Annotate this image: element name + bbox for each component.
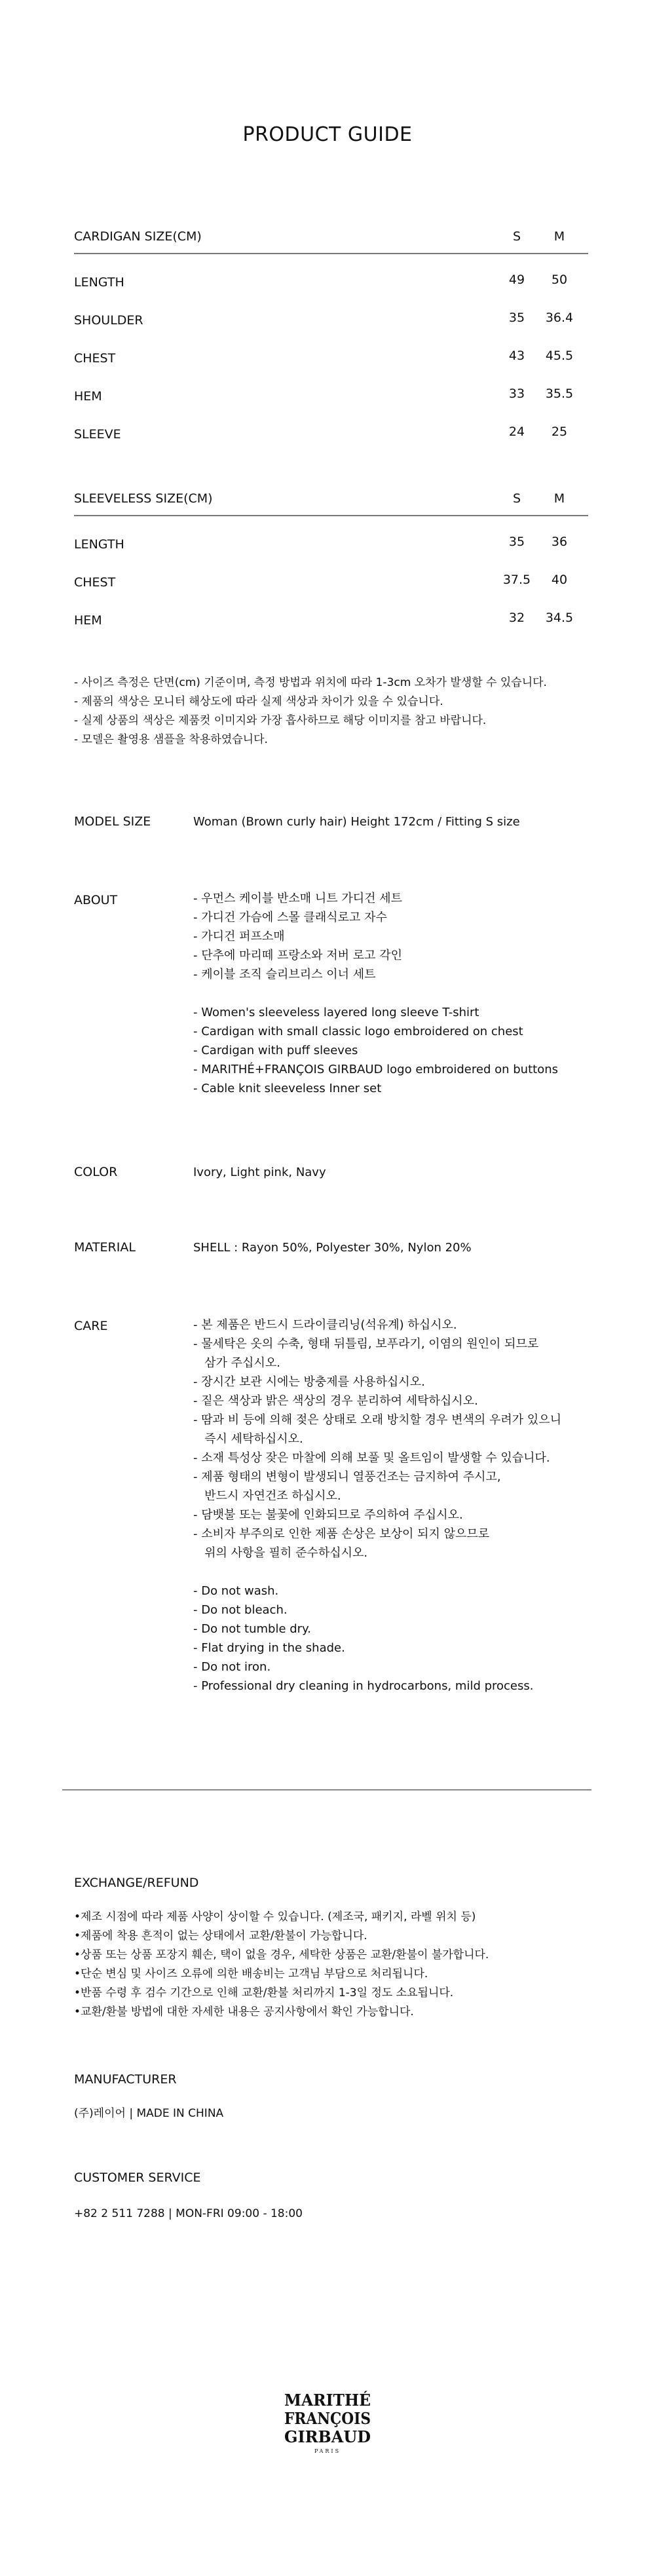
exchange-line: •단순 변심 및 사이즈 오류에 의한 배송비는 고객님 부담으로 처리됩니다. [74,1967,428,1980]
note-line: - 사이즈 측정은 단면(cm) 기준이며, 측정 방법과 위치에 따라 1-3cm 오차가 발생할 수 있습니다. [74,676,547,689]
about-value [193,889,612,1098]
exchange-refund-title: EXCHANGE/REFUND [74,1876,199,1890]
exchange-line: •제품에 착용 흔적이 없는 상태에서 교환/환불이 가능합니다. [74,1929,367,1942]
model-size-text: Woman (Brown curly hair) Height 172cm / Fitting S size [193,815,520,829]
row-label: SHOULDER [74,313,143,328]
sleeveless-size-table [74,486,588,630]
table-row [74,516,588,554]
table-row [74,368,588,406]
about-line: - Cardigan with small classic logo embroidered on chest [193,1025,523,1038]
care-line: - 담뱃불 또는 불꽃에 인화되므로 주의하여 주십시오. [193,1508,463,1522]
care-line: - 장시간 보관 시에는 방충제를 사용하십시오. [193,1375,425,1389]
table-row [74,592,588,630]
table-row [74,292,588,330]
care-label: CARE [74,1319,108,1333]
care-value [193,1316,612,1695]
care-line: - 물세탁은 옷의 수축, 형태 뒤틀림, 보푸라기, 이염의 원인이 되므로 [193,1337,539,1351]
care-line: - Do not bleach. [193,1603,288,1617]
size-s-value: 33 [508,387,525,401]
about-line: - 우먼스 케이블 반소매 니트 가디건 세트 [193,892,403,905]
care-line: - Do not iron. [193,1660,271,1674]
about-line: - 단추에 마리떼 프랑소와 저버 로고 각인 [193,949,403,962]
care-line: - 본 제품은 반드시 드라이클리닝(석유계) 하십시오. [193,1318,457,1332]
care-line: 반드시 자연건조 하십시오. [193,1489,341,1503]
size-m-value: 36.4 [545,311,574,325]
care-line: - 땀과 비 등에 의해 젖은 상태로 오래 방치할 경우 변색의 우려가 있으니 [193,1413,562,1427]
table-row [74,254,588,292]
column-m-header: M [553,491,565,506]
size-s-value: 37.5 [502,573,531,587]
size-m-value: 45.5 [545,349,574,363]
size-m-value: 36 [551,535,568,549]
note-line: - 모델은 촬영용 샘플을 착용하였습니다. [74,733,268,746]
size-notes [74,673,624,749]
customer-service-title: CUSTOMER SERVICE [74,2170,201,2185]
cardigan-size-table [74,224,588,444]
table-title: CARDIGAN SIZE(CM) [74,229,202,244]
material-value [193,1238,612,1257]
size-m-value: 35.5 [545,387,574,401]
size-m-value: 40 [551,573,568,587]
customer-service-text [74,2205,624,2224]
care-line: - 짙은 색상과 밝은 색상의 경우 분리하여 세탁하십시오. [193,1394,478,1408]
table-header [74,486,588,516]
care-line: - 소비자 부주의로 인한 제품 손상은 보상이 되지 않으므로 [193,1527,490,1541]
column-m-header: M [553,229,565,244]
exchange-line: •상품 또는 상품 포장지 훼손, 택이 없을 경우, 세탁한 상품은 교환/환불이 불가합니다. [74,1948,489,1961]
table-title: SLEEVELESS SIZE(CM) [74,491,213,506]
about-line: - 가디건 가슴에 스몰 클래식로고 자수 [193,911,387,924]
care-line: - Do not wash. [193,1584,279,1598]
about-label: ABOUT [74,893,118,907]
row-label: CHEST [74,575,116,590]
about-line: - Women's sleeveless layered long sleeve T-shirt [193,1006,479,1019]
logo-line-1: MARITHÉ [284,2391,371,2410]
logo-subtext: PARIS [314,2448,341,2454]
color-value [193,1163,612,1182]
care-line: - 소재 특성상 잦은 마찰에 의해 보풀 및 올트임이 발생할 수 있습니다. [193,1451,550,1465]
note-line: - 실제 상품의 색상은 제품컷 이미지와 가장 흡사하므로 해당 이미지를 참고 바랍니다. [74,714,487,727]
column-s-header: S [512,491,521,506]
care-line: 위의 사항을 필히 준수하십시오. [193,1546,368,1560]
material-label: MATERIAL [74,1240,136,1255]
size-s-value: 35 [508,535,525,549]
brand-logo [249,2385,406,2463]
model-size-label: MODEL SIZE [74,814,151,829]
color-text: Ivory, Light pink, Navy [193,1165,326,1179]
row-label: LENGTH [74,537,124,552]
about-line: - Cable knit sleeveless Inner set [193,1082,382,1095]
exchange-line: •교환/환불 방법에 대한 자세한 내용은 공지사항에서 확인 가능합니다. [74,2005,414,2018]
row-label: HEM [74,389,102,404]
about-line: - 가디건 퍼프소매 [193,930,285,943]
size-m-value: 25 [551,425,568,439]
care-line: 삼가 주십시오. [193,1356,280,1370]
row-label: LENGTH [74,275,124,290]
material-text: SHELL : Rayon 50%, Polyester 30%, Nylon 20% [193,1241,472,1255]
size-s-value: 43 [508,349,525,363]
row-label: SLEEVE [74,427,121,442]
table-header [74,224,588,254]
size-m-value: 34.5 [545,611,574,625]
page-title: PRODUCT GUIDE [242,123,413,146]
manufacturer-title: MANUFACTURER [74,2072,177,2087]
section-divider [62,1789,591,1790]
size-s-value: 32 [508,611,525,625]
manufacturer-text [74,2104,624,2123]
column-s-header: S [512,229,521,244]
table-row [74,330,588,368]
size-s-value: 35 [508,311,525,325]
care-line: - Do not tumble dry. [193,1622,311,1636]
about-line: - 케이블 조직 슬리브리스 이너 세트 [193,968,376,981]
customer-service-value: +82 2 511 7288 | MON-FRI 09:00 - 18:00 [74,2207,303,2220]
exchange-line: •제조 시점에 따라 제품 사양이 상이할 수 있습니다. (제조국, 패키지, 라벨 위치 등) [74,1910,476,1923]
care-line: - 제품 형태의 변형이 발생되니 열풍건조는 금지하여 주시고, [193,1470,501,1484]
care-line: 즉시 세탁하십시오. [193,1432,303,1446]
row-label: CHEST [74,351,116,366]
model-size-value [193,812,612,831]
row-label: HEM [74,613,102,628]
manufacturer-value: (주)레이어 | MADE IN CHINA [74,2107,224,2120]
table-row [74,554,588,592]
size-s-value: 24 [508,425,525,439]
color-label: COLOR [74,1165,118,1179]
size-s-value: 49 [508,273,525,287]
care-line: - Flat drying in the shade. [193,1641,345,1655]
size-m-value: 50 [551,273,568,287]
about-line: - Cardigan with puff sleeves [193,1044,358,1057]
care-line: - Professional dry cleaning in hydrocarbons, mild process. [193,1679,534,1693]
exchange-refund-text [74,1908,624,2022]
exchange-line: •반품 수령 후 검수 기간으로 인해 교환/환불 처리까지 1-3일 정도 소요됩니다. [74,1986,454,1999]
note-line: - 제품의 색상은 모니터 해상도에 따라 실제 색상과 차이가 있을 수 있습니다. [74,695,443,708]
logo-line-3: GIRBAUD [284,2427,371,2446]
logo-line-2: FRANÇOIS [284,2409,371,2428]
table-row [74,406,588,444]
about-line: - MARITHÉ+FRANÇOIS GIRBAUD logo embroidered on buttons [193,1063,558,1076]
